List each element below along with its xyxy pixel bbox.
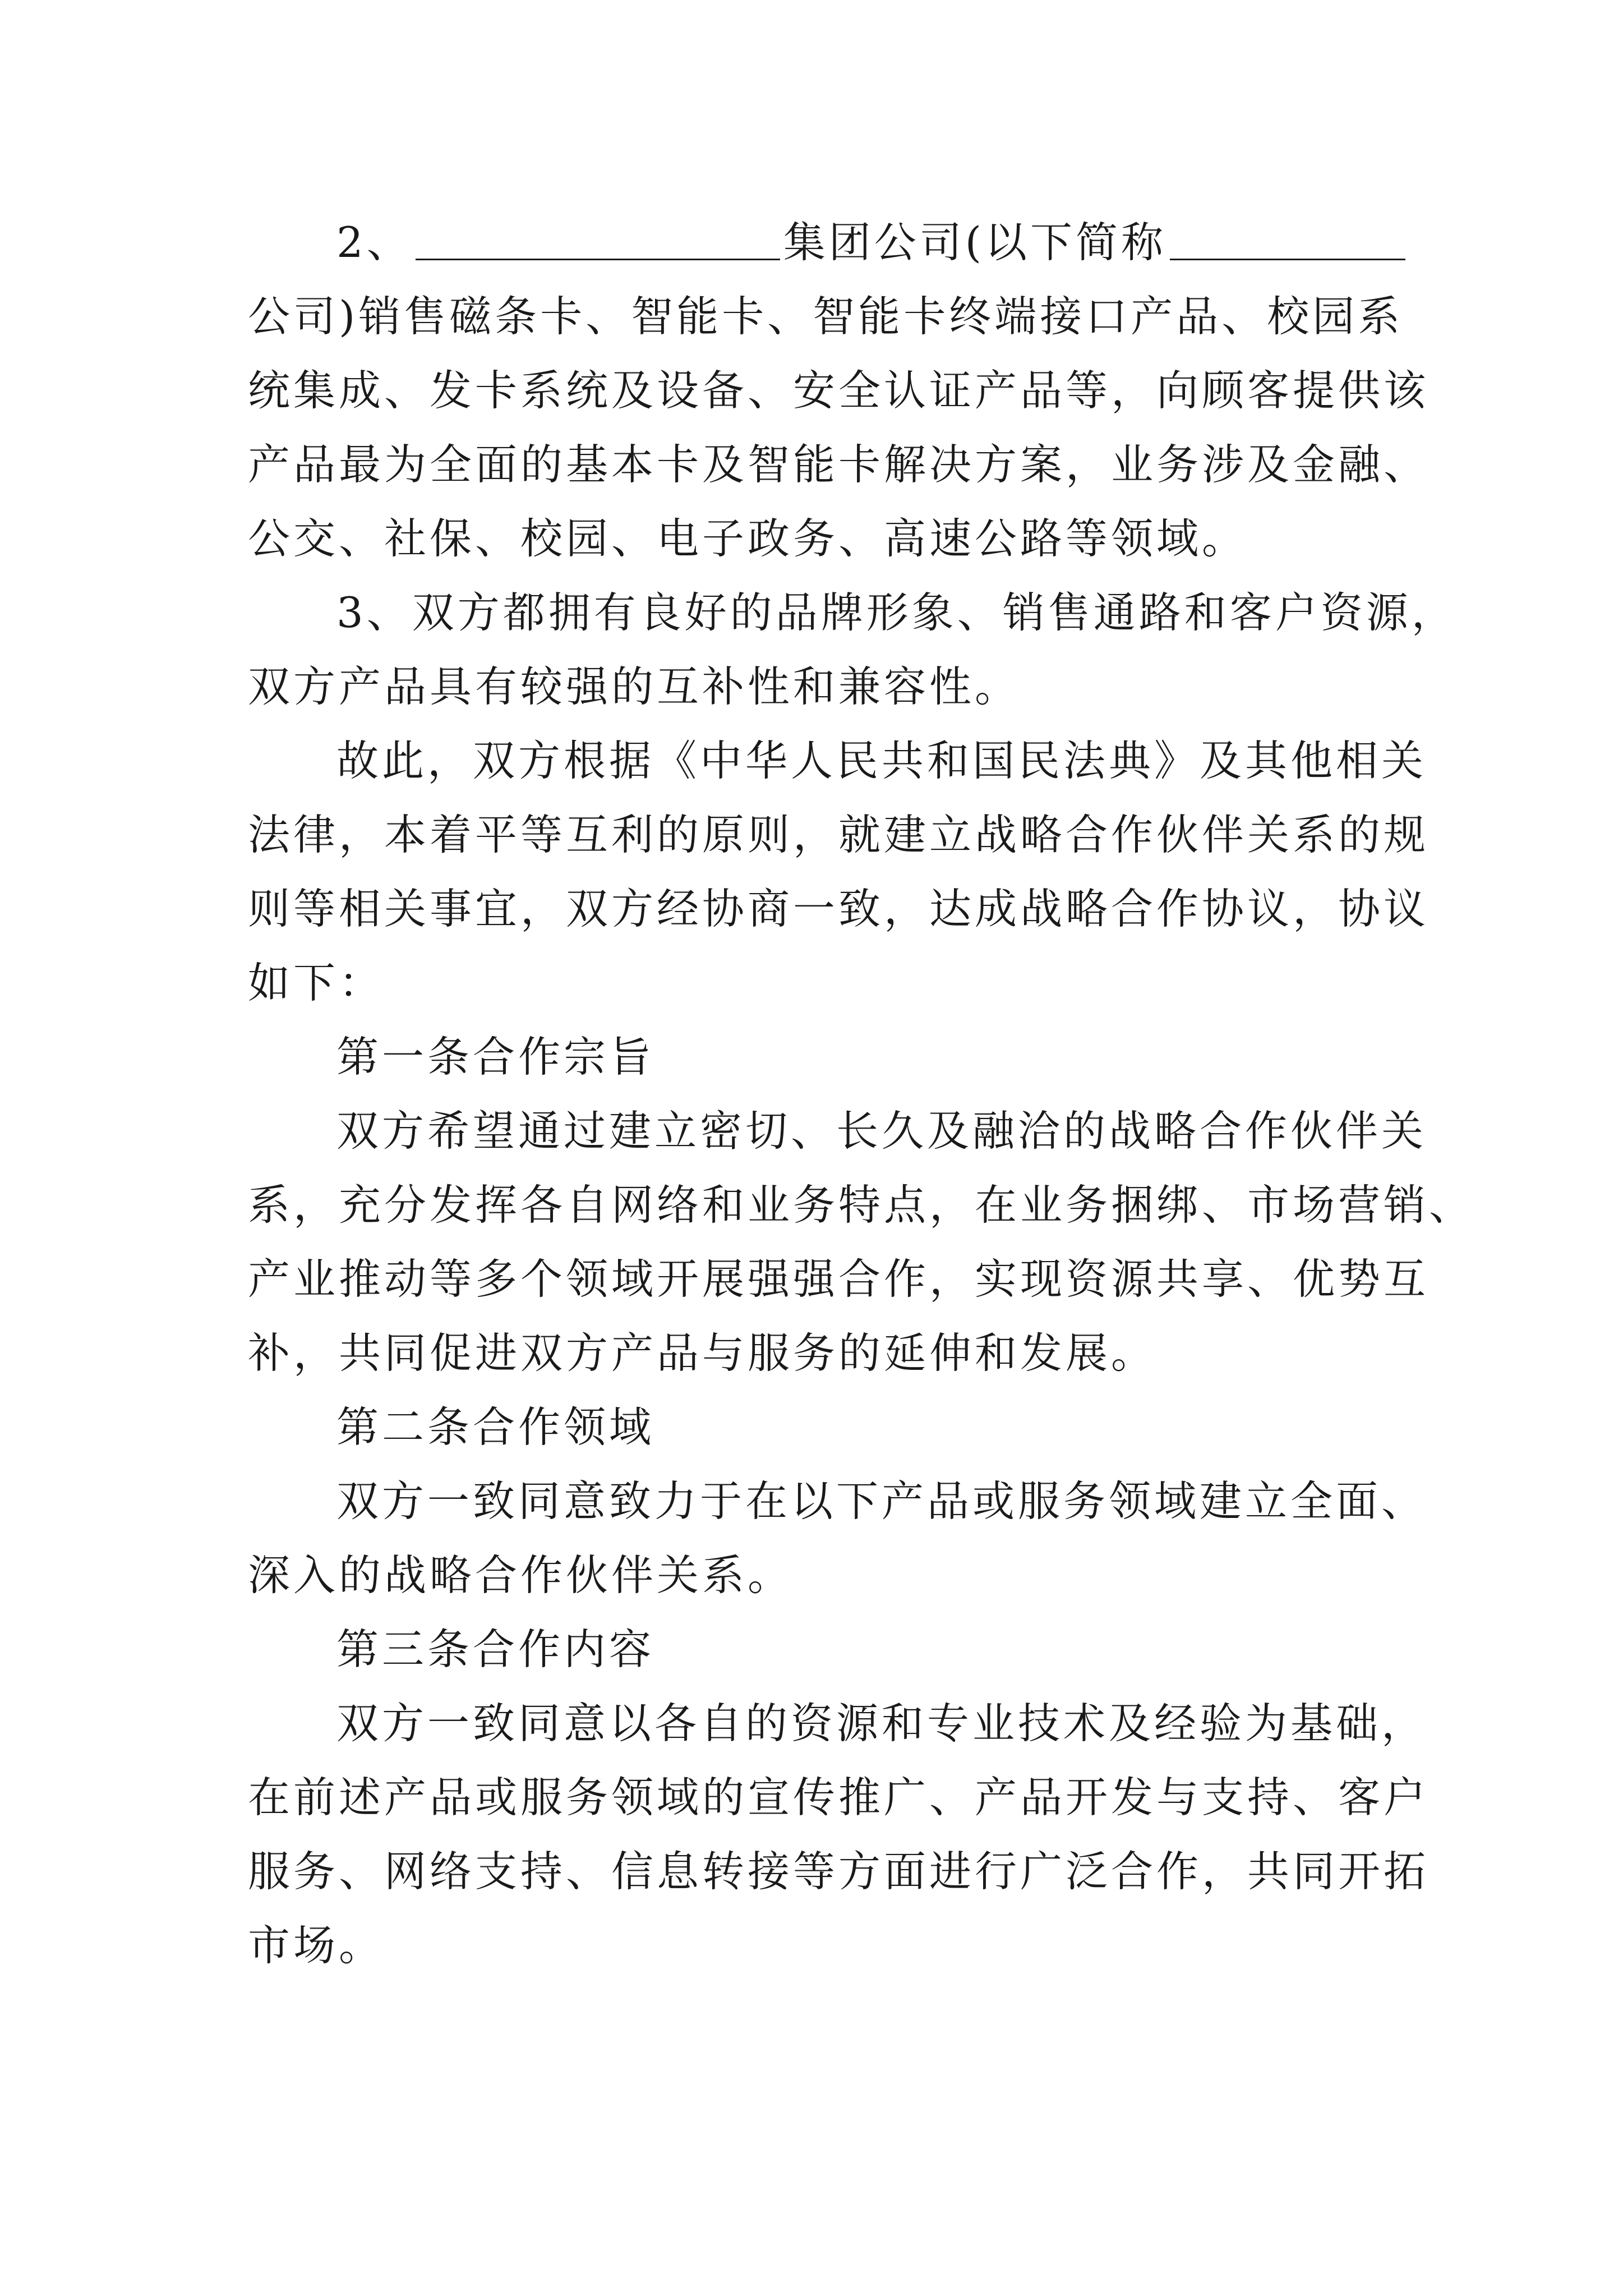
article1-line: 补，共同促进双方产品与服务的延伸和发展。 bbox=[248, 1328, 1157, 1378]
preamble-line: 故此，双方根据《中华人民共和国民法典》及其他相关 bbox=[336, 736, 1427, 785]
article3-line: 市场。 bbox=[248, 1921, 385, 1970]
item2-line: 公司)销售磁条卡、智能卡、智能卡终端接口产品、校园系 bbox=[248, 292, 1404, 341]
item2-first-line bbox=[336, 209, 1405, 276]
item2-line: 统集成、发卡系统及设备、安全认证产品等，向顾客提供该 bbox=[248, 366, 1430, 415]
item3-line: 3、双方都拥有良好的品牌形象、销售通路和客户资源， bbox=[336, 588, 1457, 637]
article1-line: 产业推动等多个领域开展强强合作，实现资源共享、优势互 bbox=[248, 1254, 1430, 1304]
article2-line: 深入的战略合作伙伴关系。 bbox=[248, 1550, 794, 1600]
article1-title: 第一条合作宗旨 bbox=[336, 1032, 655, 1082]
preamble-line: 如下： bbox=[248, 958, 385, 1007]
article3-line: 服务、网络支持、信息转接等方面进行广泛合作，共同开拓 bbox=[248, 1847, 1430, 1896]
article1-line: 双方希望通过建立密切、长久及融洽的战略合作伙伴关 bbox=[336, 1106, 1427, 1156]
article3-line: 双方一致同意以各自的资源和专业技术及经验为基础， bbox=[336, 1699, 1427, 1748]
preamble-line: 则等相关事宜，双方经协商一致，达成战略合作协议，协议 bbox=[248, 884, 1430, 933]
item2-line: 公交、社保、校园、电子政务、高速公路等领域。 bbox=[248, 514, 1248, 563]
preamble-line: 法律，本着平等互利的原则，就建立战略合作伙伴关系的规 bbox=[248, 810, 1430, 859]
article2-title: 第二条合作领域 bbox=[336, 1402, 655, 1452]
item2-number: 2、 bbox=[336, 218, 412, 267]
article3-title: 第三条合作内容 bbox=[336, 1625, 655, 1674]
short-name-blank[interactable] bbox=[1170, 219, 1405, 260]
item3-line: 双方产品具有较强的互补性和兼容性。 bbox=[248, 662, 1021, 711]
company-name-blank[interactable] bbox=[416, 219, 780, 260]
article1-line: 系，充分发挥各自网络和业务特点，在业务捆绑、市场营销、 bbox=[248, 1180, 1475, 1230]
item2-line: 产品最为全面的基本卡及智能卡解决方案，业务涉及金融、 bbox=[248, 440, 1430, 489]
item2-mid-text: 集团公司(以下简称 bbox=[783, 218, 1166, 267]
article3-line: 在前述产品或服务领域的宣传推广、产品开发与支持、客户 bbox=[248, 1773, 1430, 1822]
article2-line: 双方一致同意致力于在以下产品或服务领域建立全面、 bbox=[336, 1476, 1427, 1526]
